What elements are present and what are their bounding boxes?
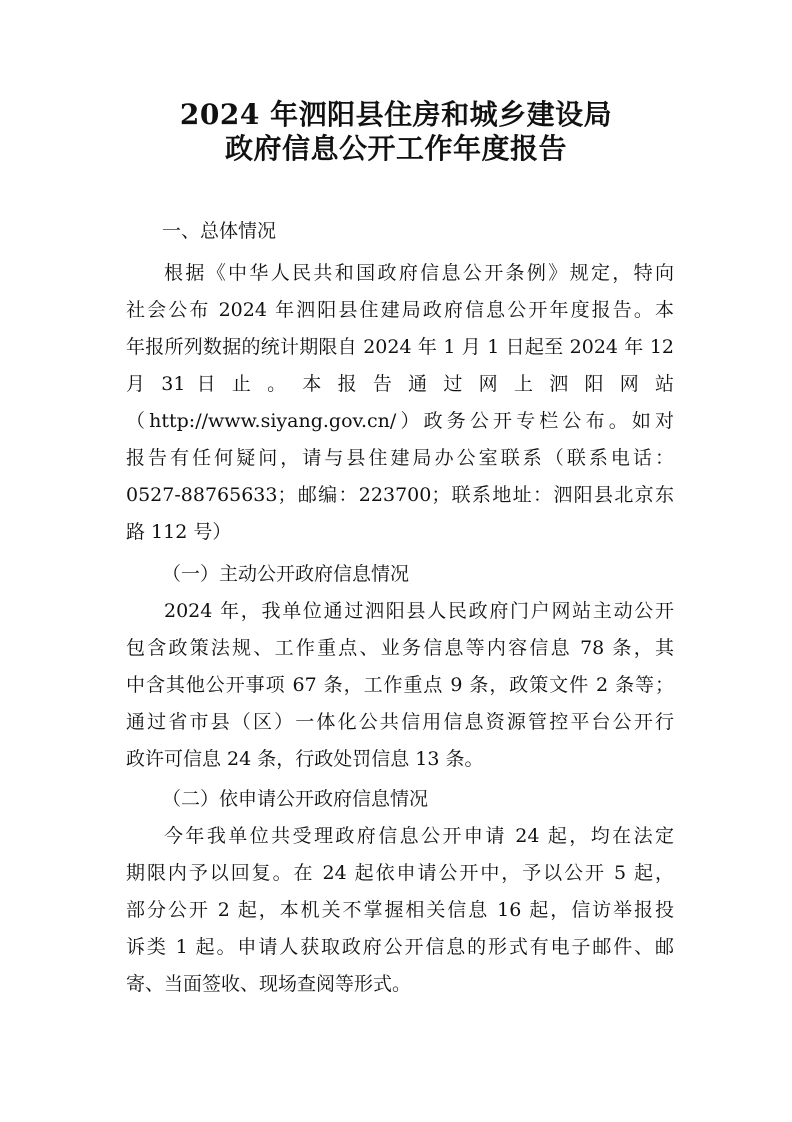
paragraph-line: 中含其他公开事项 67 条，工作重点 9 条，政策文件 2 条等； [126,674,674,696]
paragraph-line: 诉类 1 起。申请人获取政府公开信息的形式有电子邮件、邮 [126,936,674,958]
paragraph-line: 月 31 日 止 。 本 报 告 通 过 网 上 泗 阳 网 站 [126,373,674,395]
paragraph-line: 路 112 号） [126,521,232,543]
subsection-heading-proactive: （一）主动公开政府信息情况 [162,563,410,585]
paragraph-line: 2024 年，我单位通过泗阳县人民政府门户网站主动公开 [164,600,674,622]
paragraph-line: 今年我单位共受理政府信息公开申请 24 起，均在法定 [164,825,674,847]
paragraph-line: 寄、当面签收、现场查阅等形式。 [126,973,412,995]
paragraph-line: （http://www.siyang.gov.cn/）政务公开专栏公布。如对 [126,410,674,432]
paragraph-line: 政许可信息 24 条，行政处罚信息 13 条。 [126,748,484,770]
paragraph-line: 根据《中华人民共和国政府信息公开条例》规定，特向 [164,262,674,284]
paragraph-line: 0527-88765633；邮编：223700；联系地址：泗阳县北京东 [126,484,674,506]
report-title-line-1: 2024 年泗阳县住房和城乡建设局 [179,98,613,131]
paragraph-line: 包含政策法规、工作重点、业务信息等内容信息 78 条，其 [126,637,674,659]
paragraph-line: 部分公开 2 起，本机关不掌握相关信息 16 起，信访举报投 [126,899,674,921]
section-heading-overview: 一、总体情况 [162,220,277,242]
report-title-line-2: 政府信息公开工作年度报告 [224,132,567,165]
paragraph-line: 报告有任何疑问，请与县住建局办公室联系（联系电话： [126,447,674,469]
paragraph-line: 期限内予以回复。在 24 起依申请公开中，予以公开 5 起， [126,862,674,884]
paragraph-line: 通过省市县（区）一体化公共信用信息资源管控平台公开行 [126,711,674,733]
paragraph-line: 年报所列数据的统计期限自 2024 年 1 月 1 日起至 2024 年 12 [126,336,674,358]
subsection-heading-on-request: （二）依申请公开政府信息情况 [162,788,429,810]
paragraph-line: 社会公布 2024 年泗阳县住建局政府信息公开年度报告。本 [126,299,674,321]
